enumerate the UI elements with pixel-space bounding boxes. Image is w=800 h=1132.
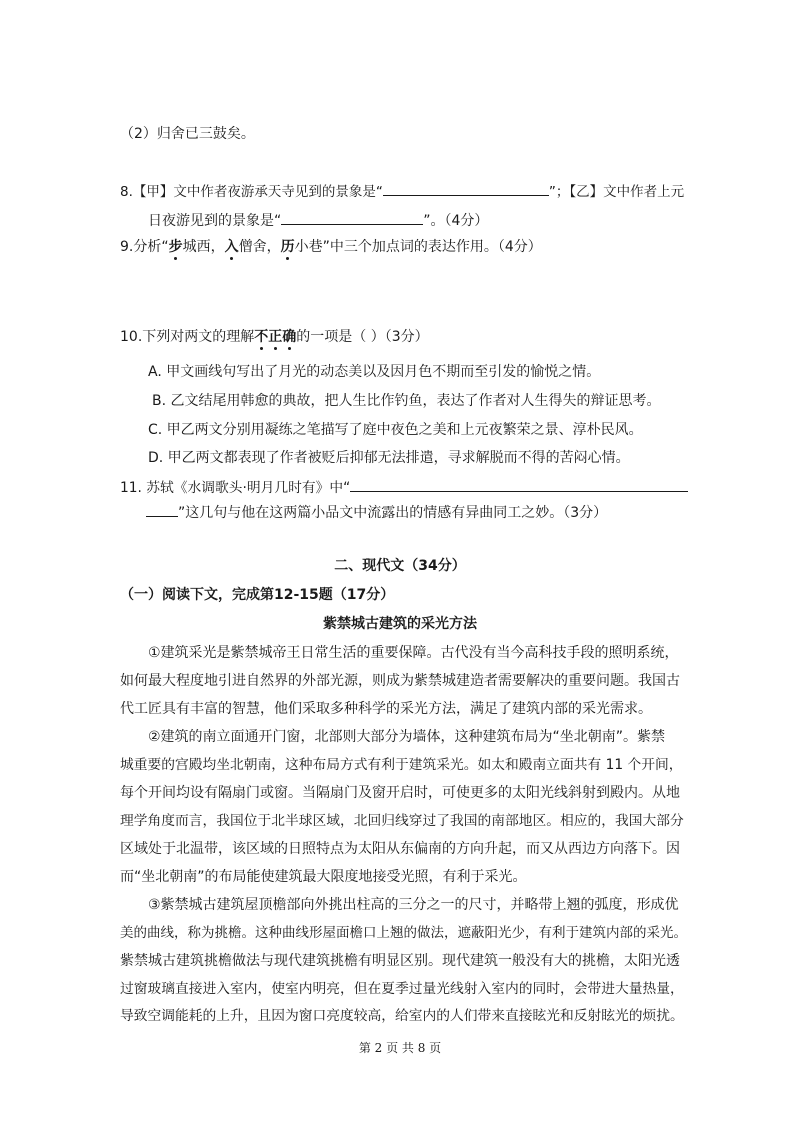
q11-answer-blank-2[interactable] (146, 502, 178, 517)
q8-text-line2-post: ”。（4分） (423, 213, 489, 229)
page-number-footer: 第 2 页 共 8 页 (358, 1041, 442, 1055)
subsection-heading: （一）阅读下文，完成第12-15题（17分） (120, 587, 395, 603)
article-paragraph-2-line: 而“坐北朝南”的布局能使建筑最大限度地接受光照，有利于采光。 (120, 869, 527, 885)
q11-text-post: ”这几句与他在这两篇小品文中流露出的情感有异曲同工之妙。（3分） (178, 505, 608, 521)
article-paragraph-3-line: ③紫禁城古建筑屋顶檐部向外挑出柱高的三分之一的尺寸，并略带上翘的弧度，形成优 (148, 897, 679, 913)
article-paragraph-2-line: 区域处于北温带，该区域的日照特点为太阳从东偏南的方向升起，而又从西边方向落下。因 (120, 841, 680, 857)
q10-text-pre: 10.下列对两文的理解 (120, 329, 255, 345)
q10-option-c: C. 甲乙两文分别用凝练之笔描写了庭中夜色之美和上元夜繁荣之景、淳朴民风。 (148, 422, 643, 438)
question-8-line-2 (148, 210, 488, 231)
article-paragraph-1-line: 代工匠具有丰富的智慧，他们采取多种科学的采光方法，满足了建筑内部的采光需求。 (120, 701, 652, 717)
question-11-line-2 (146, 502, 607, 523)
q10-key-char-3: 确 (282, 329, 297, 345)
q9-dotted-word-2: 入 (224, 239, 239, 255)
article-paragraph-2-line: 每个开间均设有隔扇门或窗。当隔扇门及窗开启时，可使更多的太阳光线斜射到殿内。从地 (120, 785, 680, 801)
q7-item-2: （2）归舍已三鼓矣。 (120, 126, 255, 142)
article-paragraph-2-line: 城重要的宫殿均坐北朝南，这种布局方式有利于建筑采光。如太和殿南立面共有 11 个开间， (120, 757, 683, 773)
article-paragraph-3-line: 紫禁城古建筑挑檐做法与现代建筑挑檐有明显区别。现代建筑一般没有大的挑檐，太阳光透 (120, 953, 680, 969)
q9-text-2: 僧舍， (238, 239, 281, 255)
article-paragraph-1-line: 如何最大程度地引进自然界的外部光源，则成为紫禁城建造者需要解决的重要问题。我国古 (120, 673, 680, 689)
article-title: 紫禁城古建筑的采光方法 (323, 616, 477, 632)
question-11-line-1 (120, 477, 688, 498)
question-8-line-1 (120, 181, 684, 202)
q8-text-line2-pre: 日夜游见到的景象是“ (148, 213, 282, 229)
q10-text-post: 的一项是（ ）（3分） (296, 329, 429, 345)
section-title: 二、现代文（34分） (334, 558, 466, 574)
q10-option-a: A. 甲文画线句写出了月光的动态美以及因月色不期而至引发的愉悦之情。 (148, 364, 601, 380)
q9-text-3: 小巷”中三个加点词的表达作用。（4分） (294, 239, 542, 255)
question-10 (120, 327, 429, 347)
q10-key-char-2: 正 (268, 329, 283, 345)
q11-answer-blank-1[interactable] (350, 477, 688, 492)
q8-answer-blank-1[interactable] (383, 181, 549, 196)
article-paragraph-1-line: ①建筑采光是紫禁城帝王日常生活的重要保障。古代没有当今高科技手段的照明系统， (148, 645, 679, 661)
q8-text-mid: ”；【乙】文中作者上元 (548, 184, 685, 200)
question-9 (120, 237, 542, 257)
q8-text-pre: 8.【甲】文中作者夜游承天寺见到的景象是“ (120, 184, 383, 200)
article-paragraph-2-line: ②建筑的南立面通开门窗，北部则大部分为墙体，这种建筑布局为“坐北朝南”。紫禁 (148, 729, 666, 745)
q10-key-char-1: 不 (254, 329, 269, 345)
q10-option-b: B. 乙文结尾用韩愈的典故，把人生比作钓鱼，表达了作者对人生得失的辩证思考。 (152, 393, 661, 409)
article-paragraph-3-line: 导致空调能耗的上升，且因为窗口亮度较高，给室内的人们带来直接眩光和反射眩光的烦扰。 (120, 1008, 684, 1024)
q9-dotted-word-1: 步 (168, 239, 183, 255)
article-paragraph-2-line: 理学角度而言，我国位于北半球区域，北回归线穿过了我国的南部地区。相应的，我国大部分 (120, 813, 684, 829)
q9-text-pre: 9.分析“ (120, 239, 169, 255)
article-paragraph-3-line: 美的曲线，称为挑檐。这种曲线形屋面檐口上翘的做法，遮蔽阳光少，有利于建筑内部的采光。 (120, 925, 687, 941)
article-paragraph-3-line: 过窗玻璃直接进入室内，使室内明亮，但在夏季过量光线射入室内的同时，会带进大量热量， (120, 981, 684, 997)
q11-text-pre: 11. 苏轼《水调歌头·明月几时有》中“ (120, 480, 351, 496)
q9-dotted-word-3: 历 (280, 239, 295, 255)
q8-answer-blank-2[interactable] (281, 210, 423, 225)
q9-text-1: 城西， (182, 239, 225, 255)
q10-option-d: D. 甲乙两文都表现了作者被贬后抑郁无法排遣，寻求解脱而不得的苦闷心情。 (148, 450, 630, 466)
